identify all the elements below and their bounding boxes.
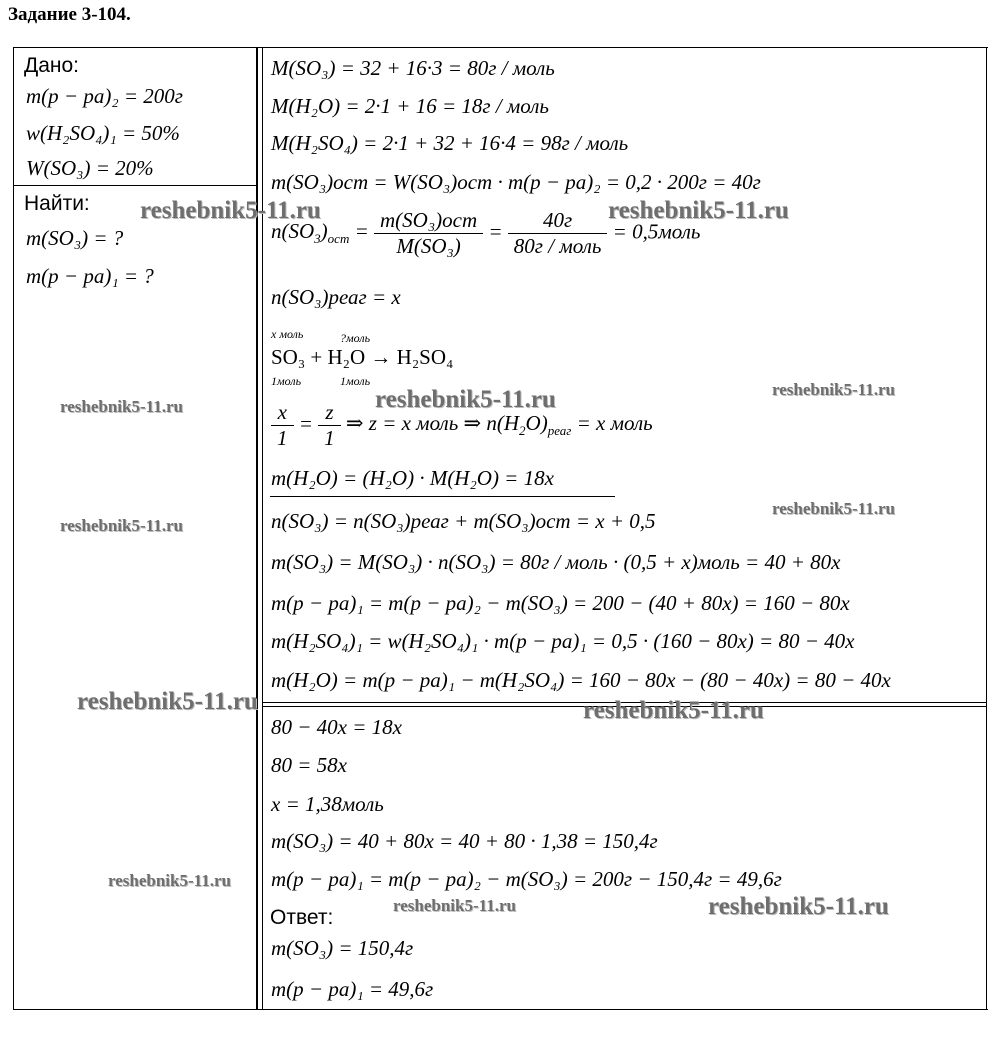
solution-line: n(SO₃) = n(SO₃)реаг + m(SO₃)ост = x + 0,5	[271, 509, 656, 533]
solution-line: m(SO₃)ост = W(SO₃)ост · m(p − pa)₂ = 0,2 · 200г = 40г	[271, 170, 761, 194]
solution-line-proportion: $\frac{x}{1}$ = $\frac{z}{1}$ ⇒ z = x моль ⇒ $n(H_2O)_{реаг} = x$ моль	[271, 400, 653, 451]
fraction	[271, 400, 294, 451]
watermark: reshebnik5-11.ru	[77, 688, 258, 715]
watermark: reshebnik5-11.ru	[772, 499, 895, 518]
given-item: m(p − pa)₂ = 200г	[26, 84, 183, 108]
answer-line: m(p − pa)₁ = 49,6г	[271, 977, 434, 1001]
fraction-numerator: x	[271, 400, 294, 426]
watermark: reshebnik5-11.ru	[60, 397, 183, 416]
fraction-denominator: 1	[324, 426, 335, 450]
solution-line: m(SO₃) = M(SO₃) · n(SO₃) = 80г / моль · (0,5 + x)моль = 40 + 80x	[271, 550, 841, 574]
watermark: reshebnik5-11.ru	[60, 516, 183, 535]
given-label: Дано:	[24, 54, 80, 77]
fraction-denominator: 80г / моль	[513, 234, 602, 258]
fraction-denominator: M(SO₃)	[396, 234, 461, 258]
column-divider-inner	[262, 47, 263, 1010]
solution-line: m(H₂SO₄)₁ = w(H₂SO₄)₁ · m(p − pa)₁ = 0,5 · (160 − 80x) = 80 − 40x	[271, 629, 855, 653]
fraction	[374, 208, 483, 259]
solution-line: M(H₂O) = 2·1 + 16 = 18г / моль	[271, 94, 549, 118]
column-divider	[256, 47, 258, 1010]
watermark: reshebnik5-11.ru	[608, 197, 789, 224]
watermark: reshebnik5-11.ru	[393, 896, 516, 915]
solution-line: m(p − pa)₁ = m(p − pa)₂ − m(SO₃) = 200г − 150,4г = 49,6г	[271, 867, 782, 891]
fraction-numerator: z	[318, 400, 341, 426]
find-item: m(SO₃) = ?	[26, 226, 124, 250]
watermark: reshebnik5-11.ru	[708, 893, 889, 920]
find-label: Найти:	[24, 192, 90, 215]
solution-line: m(H₂O) = m(p − pa)₁ − m(H₂SO₄) = 160 − 80x − (80 − 40x) = 80 − 40x	[271, 668, 891, 692]
watermark: reshebnik5-11.ru	[772, 380, 895, 399]
underline-separator	[270, 496, 615, 497]
solution-line: M(SO₃) = 32 + 16·3 = 80г / моль	[271, 56, 555, 80]
solution-line: n(SO₃)реаг = x	[271, 285, 401, 309]
solution-line: m(SO₃) = 40 + 80x = 40 + 80 · 1,38 = 150,4г	[271, 829, 658, 853]
given-find-divider	[13, 185, 256, 186]
solution-line: 80 − 40x = 18x	[271, 715, 402, 739]
fraction-numerator: m(SO₃)ост	[374, 208, 483, 234]
answer-line: m(SO₃) = 150,4г	[271, 936, 414, 960]
reaction-label-above: x моль	[271, 327, 304, 341]
task-title: Задание 3-104.	[8, 4, 131, 25]
answer-label: Ответ:	[270, 906, 334, 929]
reaction-label-below: 1моль	[271, 374, 302, 388]
find-item: m(p − pa)₁ = ?	[26, 264, 154, 288]
fraction-numerator: 40г	[508, 208, 608, 234]
solution-line: m(H₂O) = (H₂O) · M(H₂O) = 18x	[271, 466, 554, 490]
given-item: w(H₂SO₄)₁ = 50%	[26, 121, 180, 145]
reaction-label-below: 1моль	[340, 374, 371, 388]
watermark: reshebnik5-11.ru	[375, 386, 556, 413]
solution-line: m(p − pa)₁ = m(p − pa)₂ − m(SO₃) = 200 − (40 + 80x) = 160 − 80x	[271, 591, 850, 615]
fraction	[508, 208, 608, 259]
watermark: reshebnik5-11.ru	[140, 197, 321, 224]
watermark: reshebnik5-11.ru	[108, 871, 231, 890]
table-right-border	[986, 47, 987, 1010]
solution-line: 80 = 58x	[271, 753, 347, 777]
reaction-label-above: ?моль	[340, 331, 371, 345]
fraction-denominator: 1	[277, 426, 288, 450]
solution-line-fraction: $n(SO_3)_{ост}$ = $\frac{\text{m(SO₃)ост}}{\text{M(SO₃)}}$ = $\frac{40г}{\text{80г / моль}}$ = 0,5моль	[271, 208, 701, 258]
given-item: W(SO₃) = 20%	[26, 156, 154, 180]
fraction	[318, 400, 341, 451]
watermark: reshebnik5-11.ru	[583, 697, 764, 724]
reaction-equation: SO₃ + H₂O → H₂SO₄	[271, 345, 454, 369]
solution-line: M(H₂SO₄) = 2·1 + 32 + 16·4 = 98г / моль	[271, 131, 629, 155]
solution-line: x = 1,38моль	[271, 792, 384, 816]
